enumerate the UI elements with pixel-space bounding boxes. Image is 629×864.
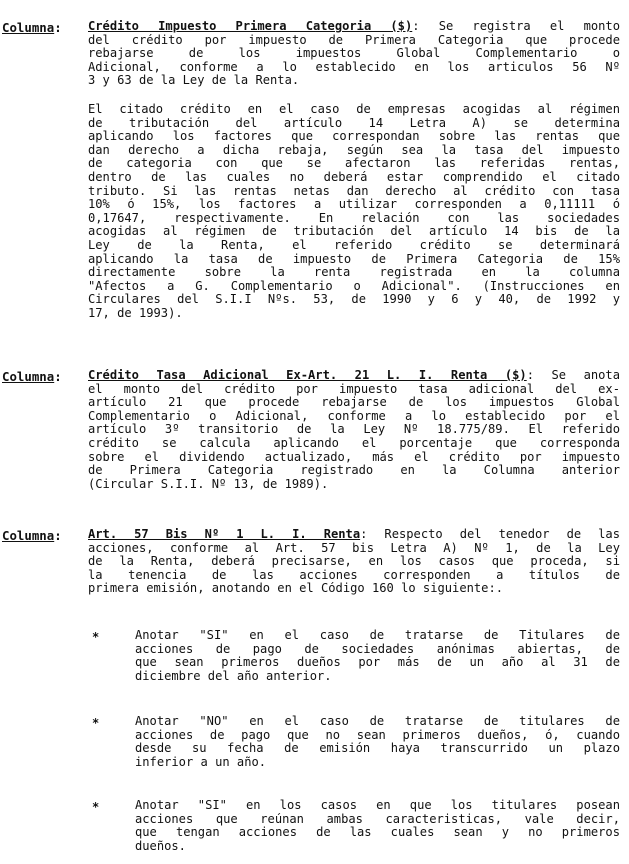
section-1-p2-line-10: Ley de la Renta, el referido crédito se determinará	[88, 238, 620, 252]
bullet-1-line-3: diciembre del año anterior.	[135, 669, 332, 683]
section-1-p2-line-13: "Afectos a G. Complementario o Adicional". (Instrucciones en	[88, 279, 620, 293]
bullet-3-marker: *	[92, 800, 100, 814]
bullet-1-marker: *	[92, 630, 100, 644]
section-2-line-3: Complementario o Adicional, conforme a lo establecido por el	[88, 409, 620, 423]
section-1-line-0-text: : Se registra el monto	[412, 20, 620, 33]
section-2-intro	[88, 369, 620, 491]
section-3-line-0	[88, 528, 620, 542]
bullet-2-line-0: Anotar "NO" en el caso de tratarse de titulares de	[135, 715, 620, 728]
section-2-label	[2, 369, 62, 384]
section-1-p2-line-4: de categoria con que se afectaron las referidas rentas,	[88, 157, 620, 171]
section-3-label-text: Columna	[2, 528, 55, 543]
bullet-3-text	[135, 799, 620, 853]
section-1-p2-line-11: aplicando la tasa de impuesto de Primera Categoria de 15%	[88, 252, 620, 266]
section-2-line-0-text: : Se anota	[526, 369, 620, 382]
section-2-label-colon: :	[54, 369, 62, 384]
bullet-1-line-0: Anotar "SI" en el caso de tratarse de Titulares de	[135, 629, 620, 642]
bullet-1-text	[135, 629, 620, 683]
bullet-2-marker: *	[92, 716, 100, 730]
bullet-2-line-2: desde su fecha de emisión haya transcurrido un plazo	[135, 742, 620, 756]
section-1-p2-line-0: El citado crédito en el caso de empresas acogidas al régimen	[88, 103, 620, 116]
section-2-label-text: Columna	[2, 369, 55, 384]
bullet-3-line-0: Anotar "SI" en los casos en que los titulares posean	[135, 799, 620, 812]
section-3-line-4: primera emisión, anotando en el Código 160 lo siguiente:.	[88, 582, 504, 596]
section-1-line-1: del crédito por impuesto de Primera Categoria que procede	[88, 33, 620, 47]
section-1-label	[2, 20, 62, 35]
section-3-label	[2, 528, 62, 543]
section-1-p2-line-7: 10% ó 15%, los factores a utilizar corresponden a 0,11111 ó	[88, 198, 620, 212]
section-2-line-5: crédito se calcula aplicando el porcentaje que corresponda	[88, 436, 620, 450]
bullet-3-line-1: acciones que reúnan ambas caracteristicas, vale decir,	[135, 812, 620, 826]
section-3-label-colon: :	[54, 528, 62, 543]
section-3-line-0-text: : Respecto del tenedor de las	[360, 528, 620, 541]
section-3-intro	[88, 528, 620, 596]
bullet-3-line-2: que tengan acciones de las cuales sean y no primeros	[135, 826, 620, 840]
section-1-line-4: 3 y 63 de la Ley de la Renta.	[88, 74, 300, 88]
section-1-heading: Crédito Impuesto Primera Categoria ($)	[88, 20, 413, 33]
section-2-line-2: artículo 21 que procede rebajarse de los impuestos Global	[88, 396, 620, 410]
section-1-intro	[88, 20, 620, 88]
section-2-line-8: (Circular S.I.I. Nº 13, de 1989).	[88, 477, 329, 491]
bullet-2-text	[135, 715, 620, 769]
section-1-p2-line-6: tributo. Si las rentas netas dan derecho al crédito con tasa	[88, 184, 620, 198]
section-3-heading: Art. 57 Bis Nº 1 L. I. Renta	[88, 528, 361, 541]
bullet-1-line-1: acciones de pago de sociedades anónimas abiertas, de	[135, 642, 620, 656]
section-1-p2-line-14: Circulares del S.I.I Nºs. 53, de 1990 y 6 y 40, de 1992 y	[88, 293, 620, 307]
bullet-2-line-1: acciones de pago que no sean primeros dueños, ó, cuando	[135, 728, 620, 742]
section-2-line-0	[88, 369, 620, 383]
section-1-p2-line-2: aplicando los factores que correspondan sobre las rentas que	[88, 130, 620, 144]
section-2-line-7: de Primera Categoria registrado en la Columna anterior	[88, 464, 620, 478]
section-1-p2-line-15: 17, de 1993).	[88, 306, 183, 320]
section-3-line-1: acciones, conforme al Art. 57 bis Letra A) Nº 1, de la Ley	[88, 541, 620, 555]
section-1-p2-line-8: 0,17647, respectivamente. En relación con las sociedades	[88, 211, 620, 225]
section-1-line-0	[88, 20, 620, 34]
section-1-p2-line-1: de tributación del artículo 14 Letra A) se determina	[88, 116, 620, 130]
section-1-p2-line-5: dentro de las cuales no deberá estar comprendido el citado	[88, 170, 620, 184]
section-2-line-4: artículo 3º transitorio de la Ley Nº 18.775/89. El referido	[88, 423, 620, 437]
section-1-label-text: Columna	[2, 20, 55, 35]
section-3-line-3: la tenencia de las acciones corresponden a títulos de	[88, 568, 620, 582]
section-1-label-colon: :	[54, 20, 62, 35]
section-1-line-2: rebajarse de los impuestos Global Complementario o	[88, 47, 620, 61]
bullet-1-line-2: que sean primeros dueños por más de un año al 31 de	[135, 656, 620, 670]
section-3-line-2: de la Renta, deberá precisarse, en los casos que proceda, si	[88, 555, 620, 569]
section-1-paragraph-2	[88, 103, 620, 321]
section-2-line-1: el monto del crédito por impuesto tasa adicional del ex-	[88, 382, 620, 396]
section-1-p2-line-12: directamente sobre la renta registrada en la columna	[88, 266, 620, 280]
section-2-heading: Crédito Tasa Adicional Ex-Art. 21 L. I. Renta ($)	[88, 369, 527, 382]
bullet-3-line-3: dueños.	[135, 839, 186, 853]
section-1-line-3: Adicional, conforme a lo establecido en los articulos 56 Nº	[88, 60, 620, 74]
section-1-p2-line-9: acogidas al régimen de tributación del artículo 14 bis de la	[88, 225, 620, 239]
section-2-line-6: sobre el dividendo actualizado, más el crédito por impuesto	[88, 450, 620, 464]
section-1-p2-line-3: dan derecho a dicha rebaja, según sea la tasa del impuesto	[88, 143, 620, 157]
bullet-2-line-3: inferior a un año.	[135, 755, 267, 769]
